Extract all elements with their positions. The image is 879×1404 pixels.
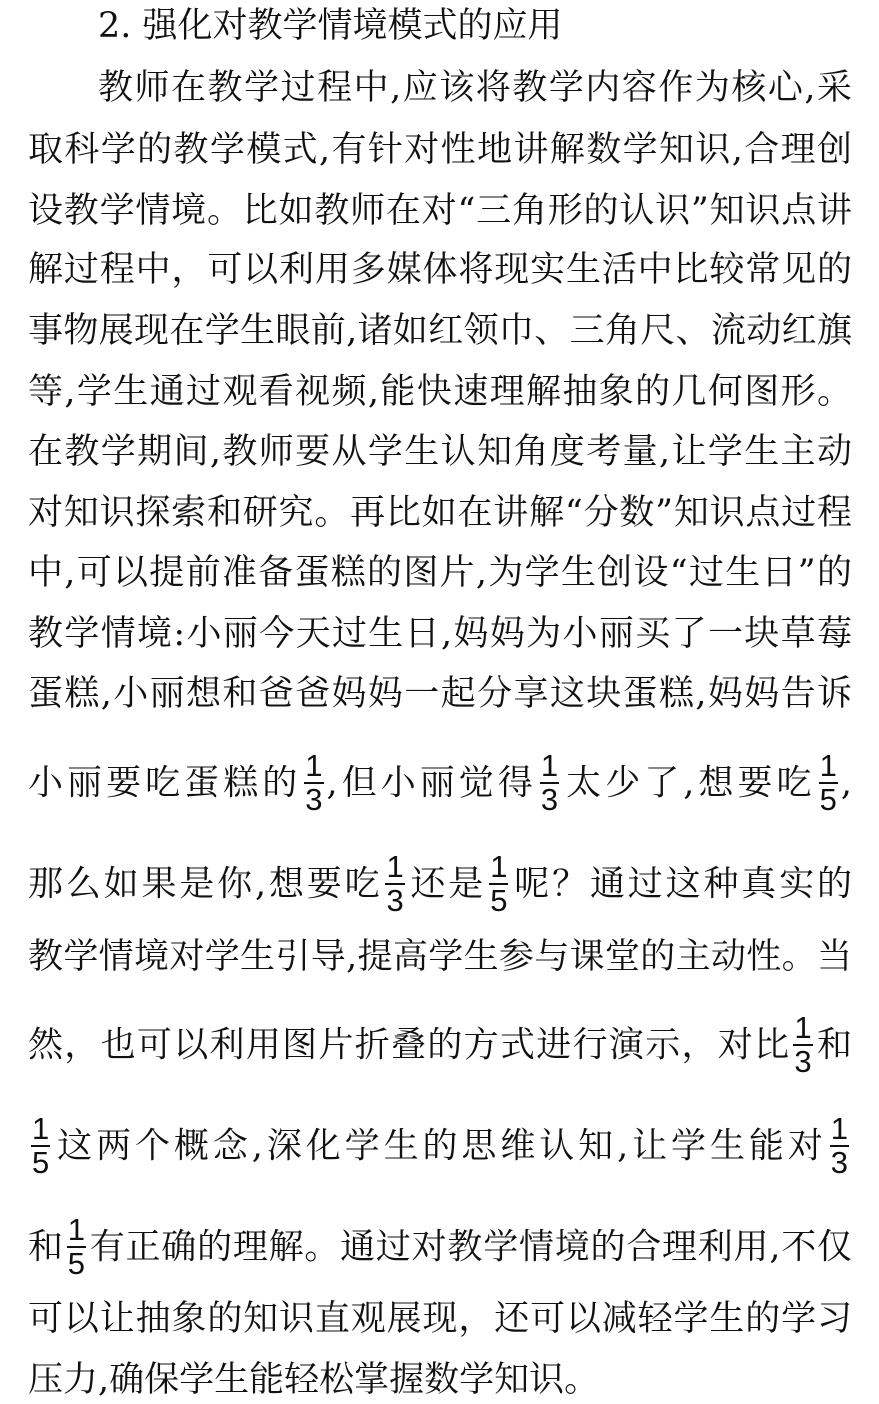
- paragraph-line-2: 取科学的教学模式,有针对性地讲解数学知识,合理创: [28, 130, 852, 170]
- text-segment: ,但小丽觉得: [326, 763, 537, 804]
- text-segment: 和: [28, 1227, 64, 1268]
- text-segment: 和: [815, 1025, 852, 1066]
- fraction-numerator: 1: [830, 1111, 848, 1146]
- paragraph-line-10: 教学情境:小丽今天过生日,妈妈为小丽买了一块草莓: [28, 614, 852, 654]
- fraction-numerator: 1: [794, 1010, 812, 1045]
- fraction-denominator: 3: [794, 1044, 812, 1079]
- fraction-numerator: 1: [490, 849, 508, 884]
- text-segment: 然，也可以利用图片折叠的方式进行演示，对比: [28, 1025, 791, 1066]
- text-segment: 有正确的理解。通过对教学情境的合理利用,不仅: [89, 1227, 852, 1268]
- paragraph-line-13: [28, 849, 852, 919]
- fraction-numerator: 1: [67, 1212, 86, 1247]
- fraction-denominator: 3: [305, 782, 323, 817]
- fraction-denominator: 5: [67, 1246, 86, 1281]
- text-segment: ,: [840, 763, 852, 804]
- paragraph-line-19: 压力,确保学生能轻松掌握数学知识。: [28, 1360, 600, 1400]
- paragraph-line-9: 中,可以提前准备蛋糕的图片,为学生创设“过生日”的: [28, 553, 852, 593]
- paragraph-line-6: 等,学生通过观看视频,能快速理解抽象的几何图形。: [28, 372, 852, 412]
- paragraph-line-4: 解过程中，可以利用多媒体将现实生活中比较常见的: [28, 250, 852, 290]
- paragraph-line-17: [28, 1212, 852, 1282]
- fraction-denominator: 5: [819, 782, 837, 817]
- fraction-numerator: 1: [305, 748, 323, 783]
- text-segment: 那么如果是你,想要吃: [28, 864, 383, 905]
- fraction-numerator: 1: [540, 748, 559, 783]
- paragraph-line-15: [28, 1010, 852, 1080]
- paragraph-line-7: 在教学期间,教师要从学生认知角度考量,让学生主动: [28, 432, 852, 472]
- fraction-one-third: [304, 750, 323, 816]
- fraction-numerator: 1: [386, 849, 404, 884]
- fraction-denominator: 5: [32, 1145, 50, 1180]
- paragraph-line-8: 对知识探索和研究。再比如在讲解“分数”知识点过程: [28, 493, 852, 533]
- text-segment: 小丽要吃蛋糕的: [28, 763, 302, 804]
- paragraph-line-14: 教学情境对学生引导,提高学生参与课堂的主动性。当: [28, 937, 852, 977]
- paragraph-line-3: 设教学情境。比如教师在对“三角形的认识”知识点讲: [28, 191, 852, 231]
- fraction-numerator: 1: [819, 748, 837, 783]
- fraction-denominator: 3: [540, 782, 559, 817]
- fraction-one-fifth: [819, 750, 838, 816]
- paragraph-line-12: [28, 748, 852, 818]
- text-segment: 太少了,想要吃: [562, 763, 816, 804]
- fraction-numerator: 1: [32, 1111, 50, 1146]
- fraction-one-third: [540, 750, 559, 816]
- paragraph-line-18: 可以让抽象的知识直观展现，还可以减轻学生的学习: [28, 1299, 852, 1339]
- fraction-one-fifth: [67, 1214, 86, 1280]
- paragraph-line-16: [28, 1111, 852, 1181]
- paragraph-line-5: 事物展现在学生眼前,诸如红领巾、三角尺、流动红旗: [28, 311, 852, 351]
- fraction-denominator: 3: [830, 1145, 848, 1180]
- fraction-one-third: [830, 1113, 849, 1179]
- fraction-one-fifth: [489, 851, 508, 917]
- text-segment: 呢？通过这种真实的: [511, 864, 852, 905]
- fraction-one-third: [385, 851, 404, 917]
- fraction-one-fifth: [31, 1113, 50, 1179]
- paragraph-line-11: 蛋糕,小丽想和爸爸妈妈一起分享这块蛋糕,妈妈告诉: [28, 674, 852, 714]
- section-heading: 2. 强化对教学情境模式的应用: [98, 6, 563, 46]
- paragraph-line-1: 教师在教学过程中,应该将教学内容作为核心,采: [98, 68, 852, 108]
- fraction-one-third: [793, 1012, 812, 1078]
- text-segment: 还是: [407, 864, 487, 905]
- fraction-denominator: 3: [386, 883, 404, 918]
- fraction-denominator: 5: [490, 883, 508, 918]
- text-segment: 这两个概念,深化学生的思维认知,让学生能对: [53, 1126, 827, 1167]
